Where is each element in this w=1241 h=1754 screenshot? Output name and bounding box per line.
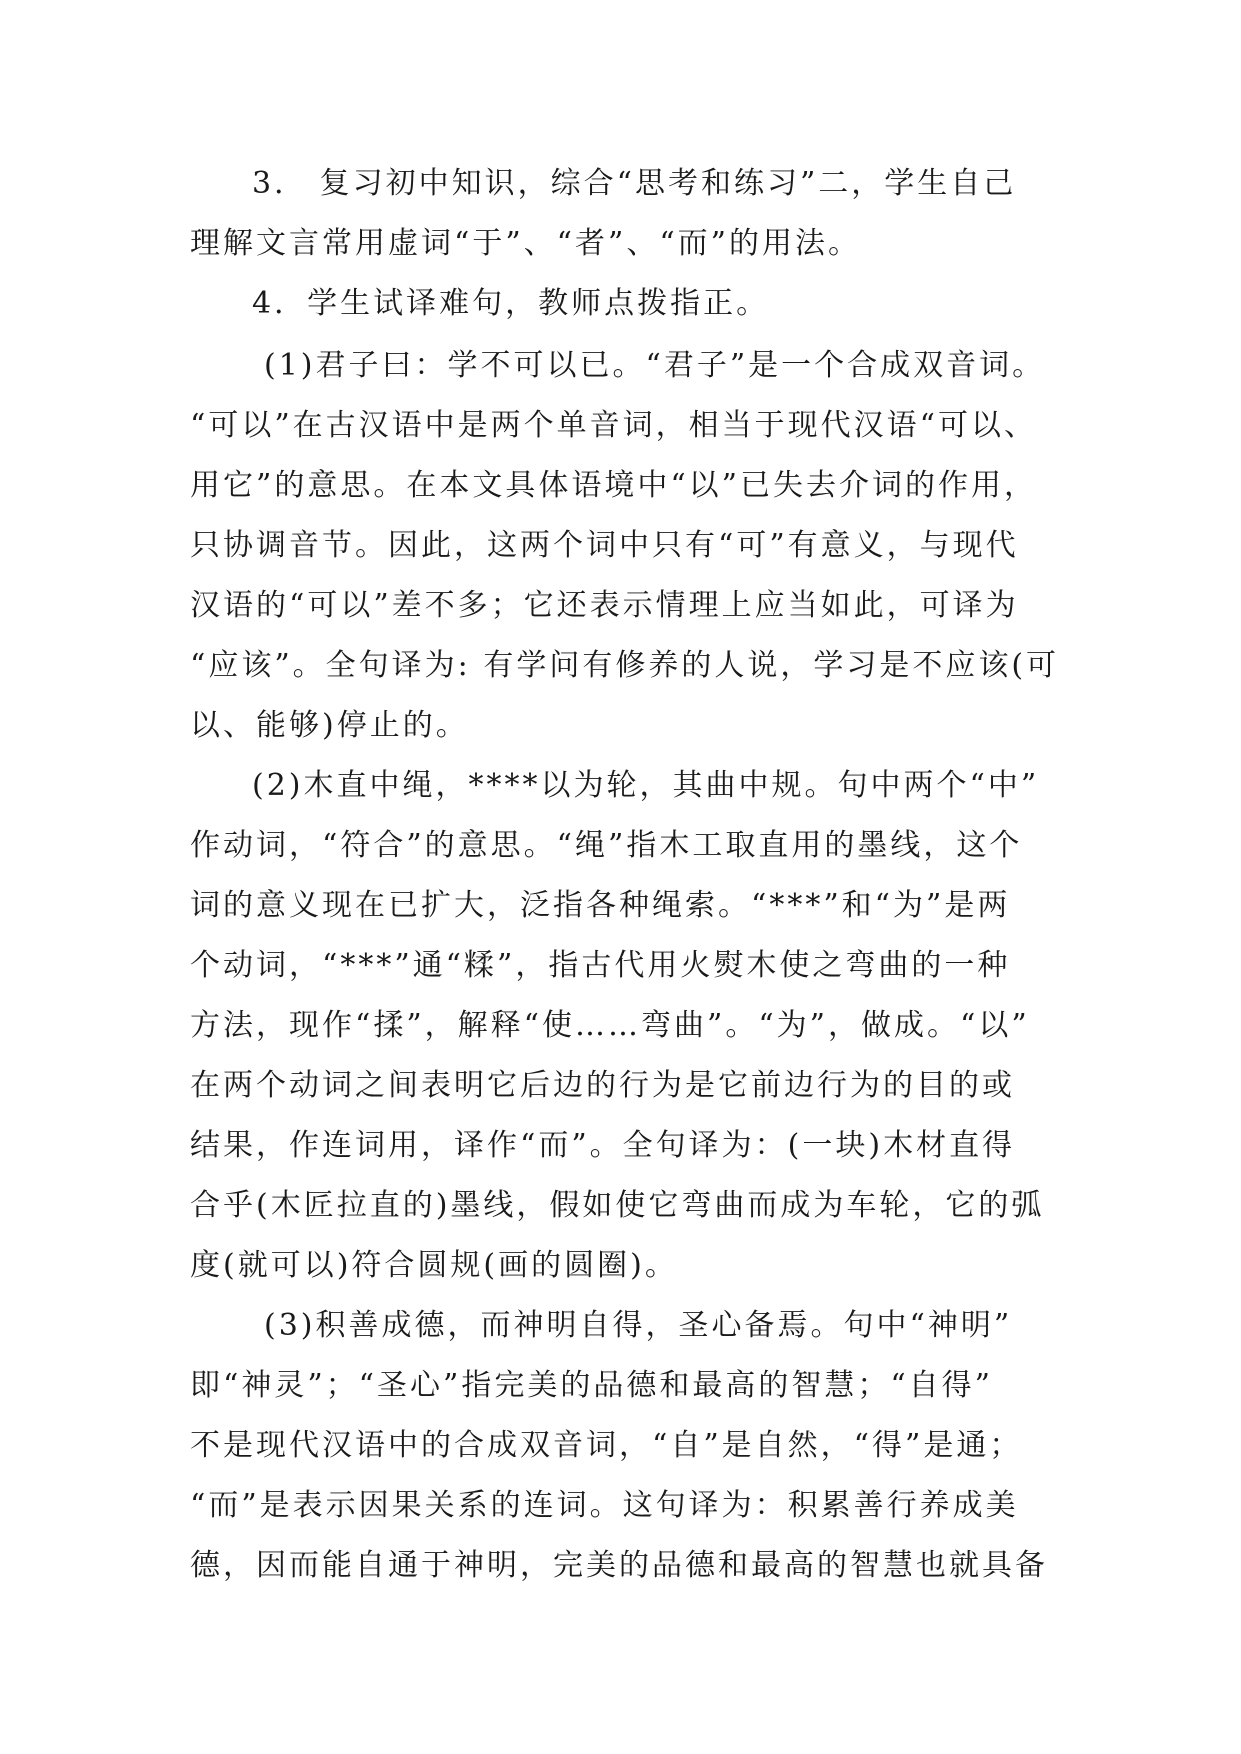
text-line: 度(就可以)符合圆规(画的圆圈)。 — [190, 1248, 678, 1283]
text-line: 结果，作连词用，译作“而”。全句译为：(一块)木材直得 — [190, 1128, 1016, 1163]
text-line: 合乎(木匠拉直的)墨线，假如使它弯曲而成为车轮，它的弧 — [190, 1188, 1045, 1223]
text-line: 在两个动词之间表明它后边的行为是它前边行为的目的或 — [190, 1068, 1015, 1103]
text-line: 词的意义现在已扩大，泛指各种绳索。“***”和“为”是两 — [190, 888, 1011, 923]
text-line: 4．学生试译难句，教师点拨指正。 — [252, 286, 770, 321]
text-line: (2)木直中绳，****以为轮，其曲中规。句中两个“中” — [252, 768, 1040, 803]
text-line: 3． 复习初中知识，综合“思考和练习”二，学生自己 — [252, 166, 1017, 201]
text-line: (3)积善成德，而神明自得，圣心备焉。句中“神明” — [264, 1308, 1013, 1343]
text-line: “可以”在古汉语中是两个单音词，相当于现代汉语“可以、 — [190, 408, 1038, 443]
text-line: 理解文言常用虚词“于”、“者”、“而”的用法。 — [190, 226, 862, 261]
text-line: 不是现代汉语中的合成双音词，“自”是自然，“得”是通； — [190, 1428, 1023, 1463]
text-line: 作动词，“符合”的意思。“绳”指木工取直用的墨线，这个 — [190, 828, 1023, 863]
text-line: 德，因而能自通于神明，完美的品德和最高的智慧也就具备 — [190, 1548, 1048, 1583]
text-line: “应该”。全句译为: 有学问有修养的人说，学习是不应该(可 — [190, 648, 1060, 683]
text-line: 汉语的“可以”差不多；它还表示情理上应当如此，可译为 — [190, 588, 1019, 623]
text-line: 用它”的意思。在本文具体语境中“以”已失去介词的作用， — [190, 468, 1038, 503]
text-line: 只协调音节。因此，这两个词中只有“可”有意义，与现代 — [190, 528, 1019, 563]
text-line: “而”是表示因果关系的连词。这句译为：积累善行养成美 — [190, 1488, 1019, 1523]
text-line: 以、能够)停止的。 — [190, 708, 469, 743]
text-line: 个动词，“***”通“糅”，指古代用火熨木使之弯曲的一种 — [190, 948, 1011, 983]
text-line: 方法，现作“揉”，解释“使……弯曲”。“为”，做成。“以” — [190, 1008, 1030, 1043]
text-line: (1)君子曰：学不可以已。“君子”是一个合成双音词。 — [264, 348, 1046, 383]
text-line: 即“神灵”；“圣心”指完美的品德和最高的智慧；“自得” — [190, 1368, 994, 1403]
